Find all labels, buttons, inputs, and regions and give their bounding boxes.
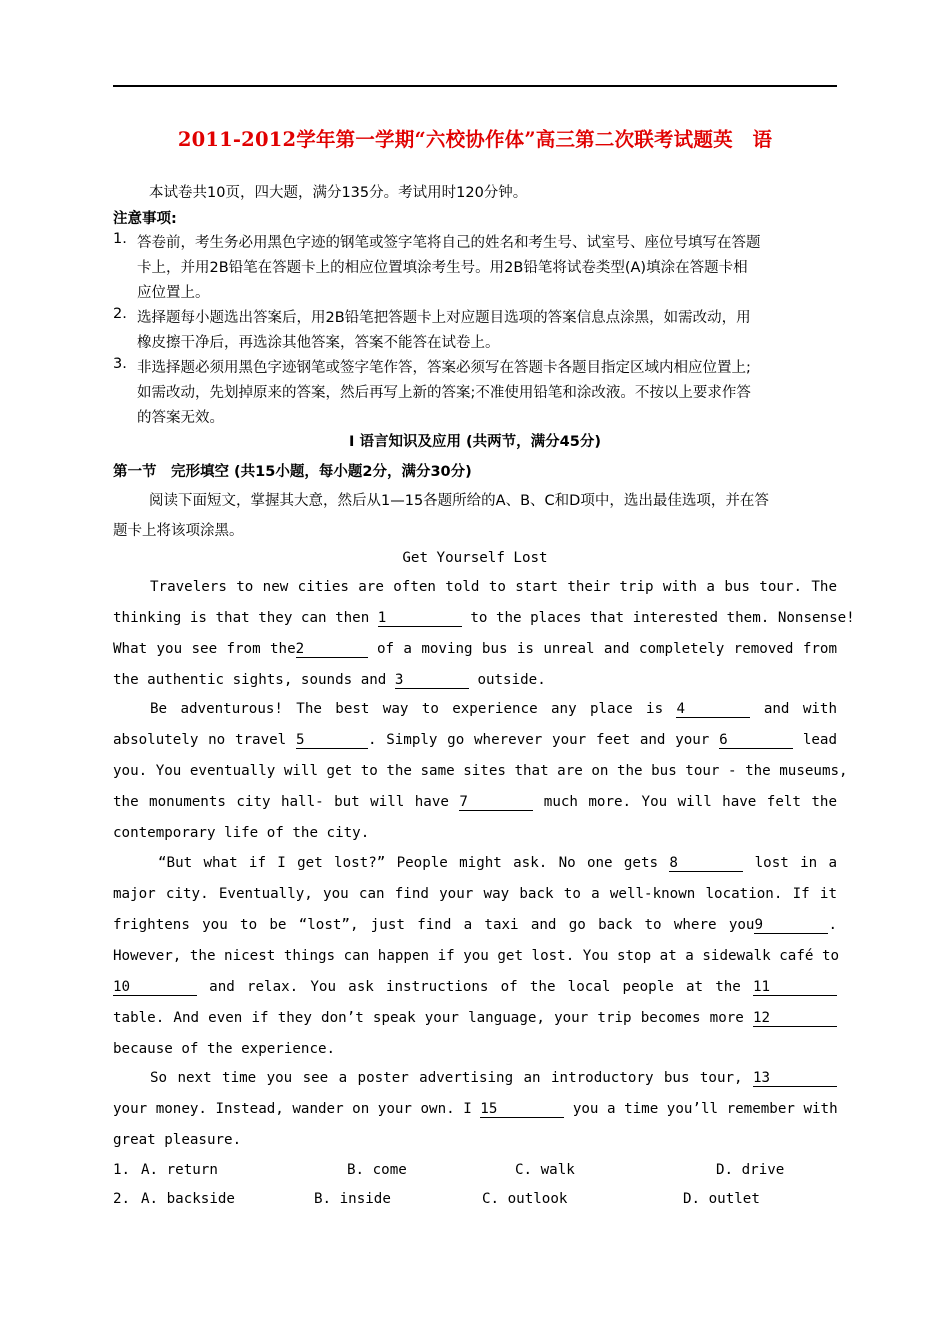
passage-line: “But what if I get lost?” People might ask. No one gets 8 lost in a [158, 855, 837, 871]
cloze-blank[interactable]: 1 [378, 611, 462, 627]
passage-line: What you see from the2 of a moving bus is unreal and completely removed from [113, 641, 837, 657]
passage-line: contemporary life of the city. [113, 825, 370, 841]
passage-line: absolutely no travel 5 . Simply go wherever your feet and your 6 lead [113, 732, 837, 748]
note-line: 选择题每小题选出答案后，用2B铅笔把答题卡上对应题目选项的答案信息点涂黑，如需改动，用 [137, 310, 751, 326]
note-line: 如需改动，先划掉原来的答案，然后再写上新的答案;不准使用铅笔和涂改液。不按以上要求作答 [137, 385, 751, 401]
passage-line: Be adventurous! The best way to experience any place is 4 and with [150, 701, 837, 717]
passage-title: Get Yourself Lost [402, 550, 548, 566]
notes-heading: 注意事项: [113, 211, 177, 227]
cloze-blank[interactable]: 15 [480, 1102, 564, 1118]
instructions-line: 题卡上将该项涂黑。 [113, 523, 244, 539]
part1-heading: I 语言知识及应用 (共两节，满分45分) [349, 434, 601, 450]
option-d[interactable]: D. drive [716, 1162, 785, 1178]
cloze-blank[interactable]: 12 [753, 1011, 837, 1027]
passage-line: However, the nicest things can happen if you get lost. You stop at a sidewalk café to [113, 948, 840, 964]
passage-line: major city. Eventually, you can find your way back to a well-known location. If it [113, 886, 837, 902]
note-number: 3. [113, 356, 127, 372]
cloze-blank[interactable]: 10 [113, 980, 197, 996]
cloze-blank[interactable]: 9 [754, 918, 828, 934]
note-line: 应位置上。 [137, 285, 210, 301]
note-line: 的答案无效。 [137, 410, 224, 426]
question-number: 2. [113, 1191, 131, 1207]
cloze-blank[interactable]: 5 [296, 733, 368, 749]
header-rule [113, 85, 837, 87]
note-line: 非选择题必须用黑色字迹钢笔或签字笔作答，答案必须写在答题卡各题目指定区域内相应位置上; [137, 360, 751, 376]
passage-line: the authentic sights, sounds and 3 outside. [113, 672, 546, 688]
note-line: 答卷前，考生务必用黑色字迹的钢笔或签字笔将自己的姓名和考生号、试室号、座位号填写在答题 [137, 235, 761, 251]
section1-heading: 第一节 完形填空 (共15小题，每小题2分，满分30分) [113, 464, 472, 480]
note-line: 卡上，并用2B铅笔在答题卡上的相应位置填涂考生号。用2B铅笔将试卷类型(A)填涂在答题卡相 [137, 260, 748, 276]
passage-line: So next time you see a poster advertising an introductory bus tour, 13 [150, 1070, 837, 1087]
passage-line: 10 and relax. You ask instructions of the local people at the 11 [113, 979, 837, 996]
cloze-blank[interactable]: 6 [719, 733, 793, 749]
option-a[interactable]: A. backside [141, 1191, 235, 1207]
passage-line: you. You eventually will get to the same sites that are on the bus tour - the museums, [113, 763, 848, 779]
note-number: 2. [113, 306, 127, 322]
option-b[interactable]: B. come [347, 1162, 407, 1178]
instructions-line: 阅读下面短文，掌握其大意，然后从1—15各题所给的A、B、C和D项中，选出最佳选项，并在答 [149, 493, 769, 509]
note-line: 橡皮擦干净后，再选涂其他答案，答案不能答在试卷上。 [137, 335, 500, 351]
cloze-blank[interactable]: 11 [753, 980, 837, 996]
passage-line: because of the experience. [113, 1041, 336, 1057]
passage-line: thinking is that they can then 1 to the places that interested them. Nonsense! [113, 610, 855, 626]
cloze-blank[interactable]: 8 [669, 856, 743, 872]
cloze-blank[interactable]: 2 [296, 642, 368, 658]
exam-intro: 本试卷共10页，四大题，满分135分。考试用时120分钟。 [149, 185, 528, 201]
cloze-blank[interactable]: 4 [676, 702, 750, 718]
exam-title: 2011-2012学年第一学期“六校协作体”高三第二次联考试题英 语 [177, 128, 773, 151]
passage-line: table. And even if they don’t speak your language, your trip becomes more 12 [113, 1010, 837, 1027]
passage-line: the monuments city hall- but will have 7 much more. You will have felt the [113, 794, 837, 810]
option-a[interactable]: A. return [141, 1162, 218, 1178]
passage-line: great pleasure. [113, 1132, 242, 1148]
cloze-blank[interactable]: 13 [753, 1071, 837, 1087]
question-number: 1. [113, 1162, 131, 1178]
note-number: 1. [113, 231, 127, 247]
passage-line: frightens you to be “lost”, just find a taxi and go back to where you9 . [113, 917, 837, 933]
passage-line: your money. Instead, wander on your own. I 15 you a time you’ll remember with [113, 1101, 838, 1117]
option-b[interactable]: B. inside [314, 1191, 391, 1207]
option-c[interactable]: C. outlook [482, 1191, 568, 1207]
option-d[interactable]: D. outlet [683, 1191, 760, 1207]
option-c[interactable]: C. walk [515, 1162, 575, 1178]
cloze-blank[interactable]: 7 [459, 795, 533, 811]
passage-line: Travelers to new cities are often told to start their trip with a bus tour. The [150, 579, 837, 595]
cloze-blank[interactable]: 3 [395, 673, 469, 689]
